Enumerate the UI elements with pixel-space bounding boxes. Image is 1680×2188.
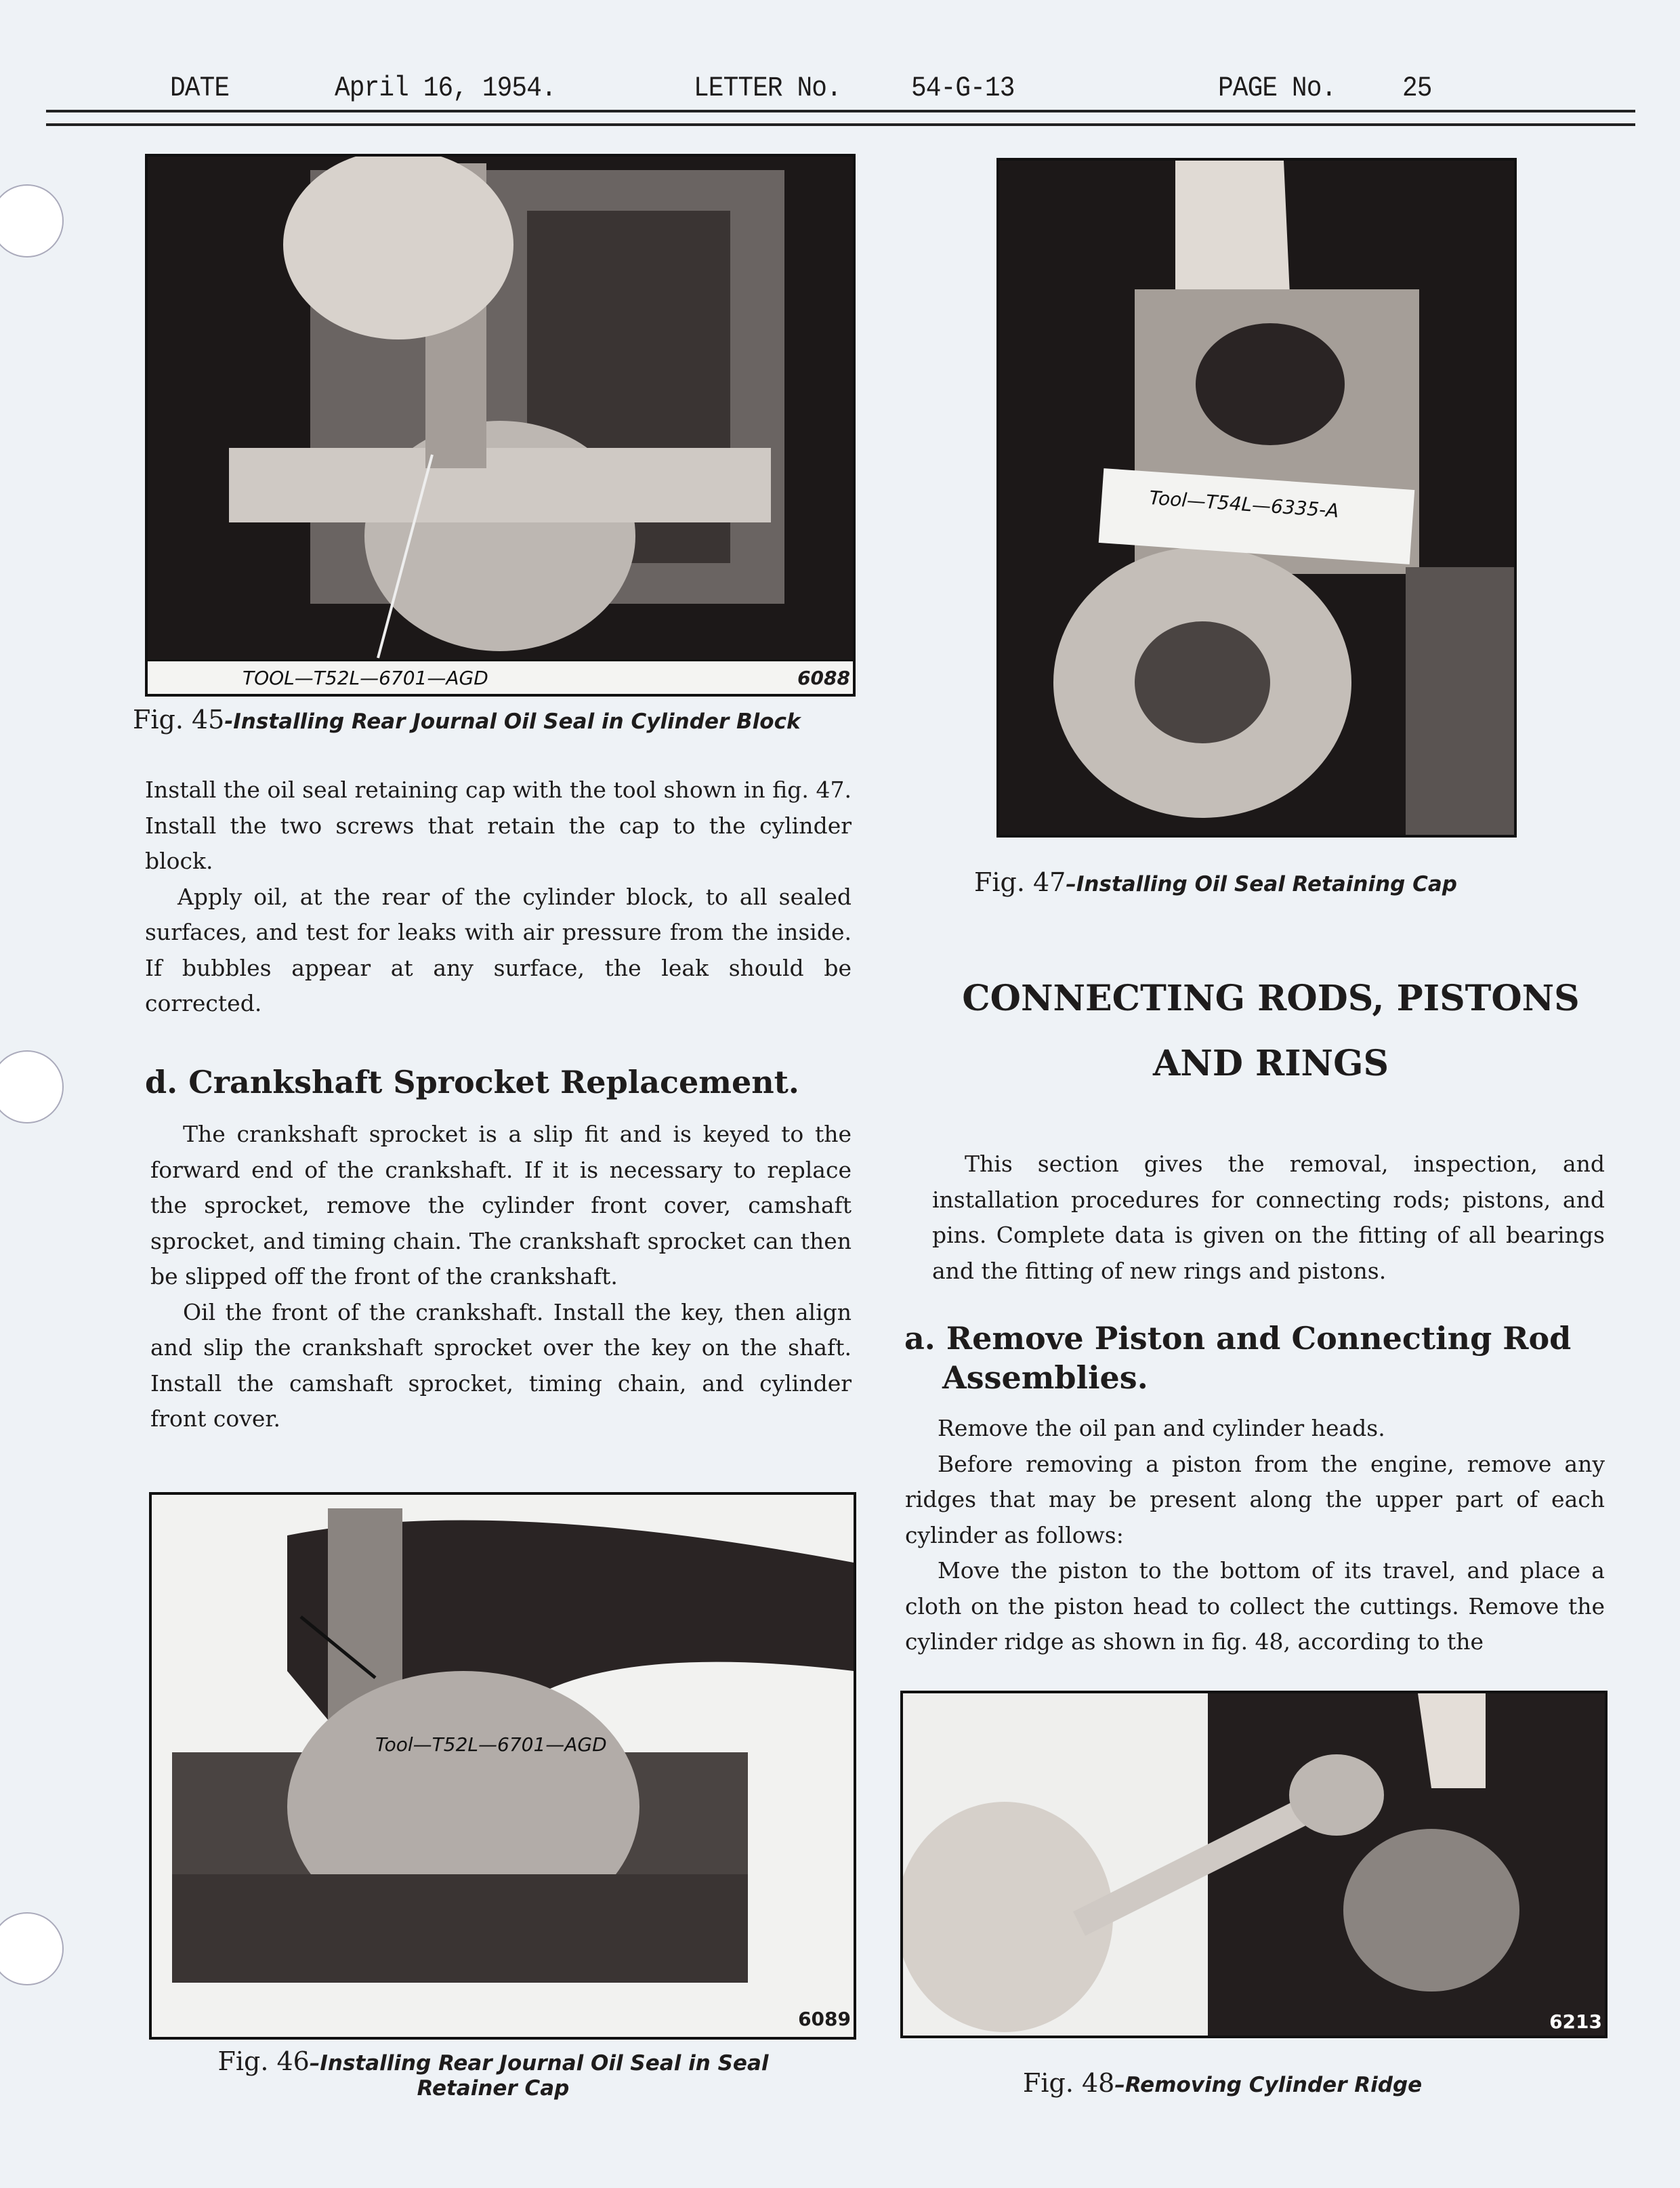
page-label: PAGE No. bbox=[1218, 72, 1337, 104]
fig46-caption-line2: Retainer Cap bbox=[417, 2076, 570, 2101]
fig45-caption bbox=[133, 705, 801, 735]
fig45-label-strip bbox=[148, 659, 853, 694]
fig47-tool-label: Tool—T54L—6335-A bbox=[1148, 486, 1340, 522]
section-a-heading bbox=[904, 1319, 1609, 1397]
paragraph: Install the oil seal retaining cap with the tool shown in fig. 47. Install the two screws that retain the cap to the cylinder block. bbox=[145, 777, 852, 874]
fig46-photo bbox=[149, 1492, 856, 2040]
letter-label: LETTER No. bbox=[694, 72, 841, 104]
section-d-heading: d. Crankshaft Sprocket Replacement. bbox=[145, 1064, 799, 1100]
page-number: 25 bbox=[1402, 72, 1432, 104]
paragraph: Remove the oil pan and cylinder heads. bbox=[938, 1415, 1385, 1441]
fig48-caption-text: –Removing Cylinder Ridge bbox=[1114, 2073, 1423, 2097]
paragraph: Oil the front of the crankshaft. Install the key, then align and slip the crankshaft sprocket over the key on the shaft. Install the camshaft sprocket, timing chain, and cylinder front cover. bbox=[150, 1298, 852, 1432]
letter-value: 54-G-13 bbox=[911, 72, 1015, 104]
right-text-block bbox=[905, 1411, 1605, 1660]
main-section-heading bbox=[932, 966, 1610, 1096]
left-text-block-1 bbox=[145, 772, 852, 1022]
left-text-block-2 bbox=[150, 1117, 852, 1437]
date-value: April 16, 1954. bbox=[335, 72, 556, 104]
punch-hole bbox=[0, 1050, 64, 1123]
fig47-caption-prefix: Fig. 47 bbox=[974, 867, 1066, 897]
fig45-photo bbox=[145, 154, 856, 697]
fig47-photo bbox=[996, 158, 1517, 838]
paragraph: Before removing a piston from the engine, remove any ridges that may be present along the upper part of each cylinder as follows: bbox=[905, 1450, 1605, 1548]
paragraph: Move the piston to the bottom of its travel, and place a cloth on the piston head to collect the cuttings. Remove the cylinder ridge as shown in fig. 48, according to the bbox=[905, 1557, 1605, 1655]
heading-line1: a. Remove Piston and Connecting Rod bbox=[904, 1320, 1572, 1357]
fig46-caption bbox=[188, 2046, 798, 2101]
fig47-caption bbox=[974, 867, 1457, 897]
fig48-caption-prefix: Fig. 48 bbox=[1023, 2068, 1115, 2098]
fig45-photo-number: 6088 bbox=[797, 667, 850, 689]
heading-line1: CONNECTING RODS, PISTONS bbox=[962, 978, 1580, 1019]
fig48-photo bbox=[900, 1691, 1608, 2038]
punch-hole bbox=[0, 184, 64, 257]
section-intro: This section gives the removal, inspection, and installation procedures for connecting rods; pistons, and pins. Complete data is given on the fitting of all bearings and the fitting of new rings and pistons. bbox=[932, 1151, 1605, 1284]
fig48-caption bbox=[1023, 2068, 1422, 2098]
paragraph: Apply oil, at the rear of the cylinder block, to all sealed surfaces, and test for leaks with air pressure from the inside. If bubbles appear at any surface, the leak should be corrected. bbox=[145, 883, 852, 1016]
header-rule bbox=[46, 123, 1635, 126]
fig48-photo-number: 6213 bbox=[1549, 2010, 1602, 2033]
punch-hole bbox=[0, 1912, 64, 1985]
fig46-photo-number: 6089 bbox=[798, 2008, 851, 2030]
fig46-tool-label: Tool—T52L—6701—AGD bbox=[375, 1733, 607, 1756]
fig45-caption-text: -Installing Rear Journal Oil Seal in Cylinder Block bbox=[224, 709, 801, 734]
fig47-caption-text: –Installing Oil Seal Retaining Cap bbox=[1066, 872, 1457, 896]
header-rule bbox=[46, 110, 1635, 112]
paragraph: The crankshaft sprocket is a slip fit and is keyed to the forward end of the crankshaft. If it is necessary to replace the sprocket, remove the cylinder front cover, camshaft sprocket, and timing chain. The crankshaft sprocket can then be slipped off the front of the crankshaft. bbox=[150, 1121, 852, 1289]
heading-line2: AND RINGS bbox=[1152, 1043, 1389, 1084]
fig45-tool-label: TOOL—T52L—6701—AGD bbox=[243, 667, 488, 689]
date-label: DATE bbox=[170, 72, 230, 104]
fig46-caption-prefix: Fig. 46 bbox=[217, 2046, 310, 2076]
fig46-caption-line1: –Installing Rear Journal Oil Seal in Seal bbox=[309, 2051, 769, 2076]
heading-line2: Assemblies. bbox=[942, 1359, 1148, 1396]
fig45-caption-prefix: Fig. 45 bbox=[133, 705, 225, 735]
